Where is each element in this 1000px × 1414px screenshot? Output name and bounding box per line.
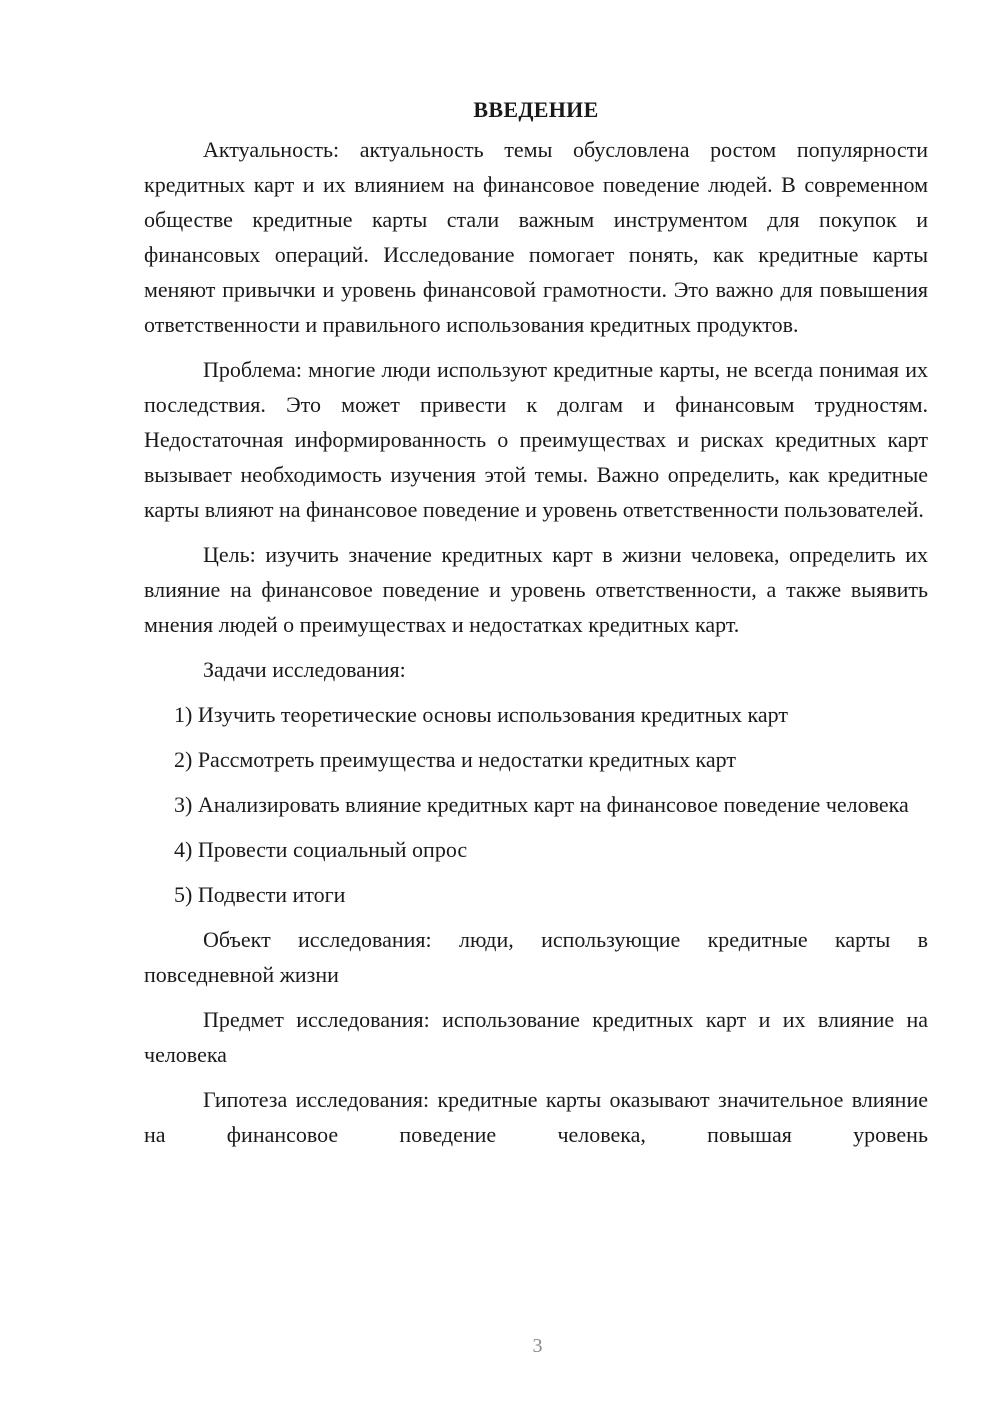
paragraph-goal: Цель: изучить значение кредитных карт в жизни человека, определить их влияние на финансовое поведение и уровень ответственности, а также выявить мнения людей о преимуществах и недостатках кредитных карт.: [144, 542, 928, 637]
tasks-heading: Задачи исследования:: [203, 657, 406, 682]
page-title: ВВЕДЕНИЕ: [473, 97, 599, 122]
paragraph-hypothesis: Гипотеза исследования: кредитные карты оказывают значительное влияние на финансовое поведение человека, повышая уровень: [144, 1087, 928, 1147]
paragraph-problem: Проблема: многие люди используют кредитные карты, не всегда понимая их последствия. Это может привести к долгам и финансовым трудностям. Недостаточная информированность о преимуществах и рисках кредитных карт вызывает необходимость изучения этой темы. Важно определить, как кредитные карты влияют на финансовое поведение и уровень ответственности пользователей.: [144, 357, 928, 522]
page-number: 3: [532, 1335, 543, 1357]
document-page: [144, 96, 928, 1152]
paragraph-subject: Предмет исследования: использование кредитных карт и их влияние на человека: [144, 1007, 928, 1067]
list-item-task-5: 5) Подвести итоги: [174, 882, 346, 907]
list-item-task-1: 1) Изучить теоретические основы использования кредитных карт: [174, 702, 788, 727]
paragraph-relevance: Актуальность: актуальность темы обусловлена ростом популярности кредитных карт и их влиянием на финансовое поведение людей. В современном обществе кредитные карты стали важным инструментом для покупок и финансовых операций. Исследование помогает понять, как кредитные карты меняют привычки и уровень финансовой грамотности. Это важно для повышения ответственности и правильного использования кредитных продуктов.: [144, 137, 928, 337]
list-item-task-2: 2) Рассмотреть преимущества и недостатки кредитных карт: [174, 747, 736, 772]
paragraph-object: Объект исследования: люди, использующие кредитные карты в повседневной жизни: [144, 927, 928, 987]
list-item-task-3: 3) Анализировать влияние кредитных карт на финансовое поведение человека: [174, 792, 909, 817]
list-item-task-4: 4) Провести социальный опрос: [174, 837, 468, 862]
